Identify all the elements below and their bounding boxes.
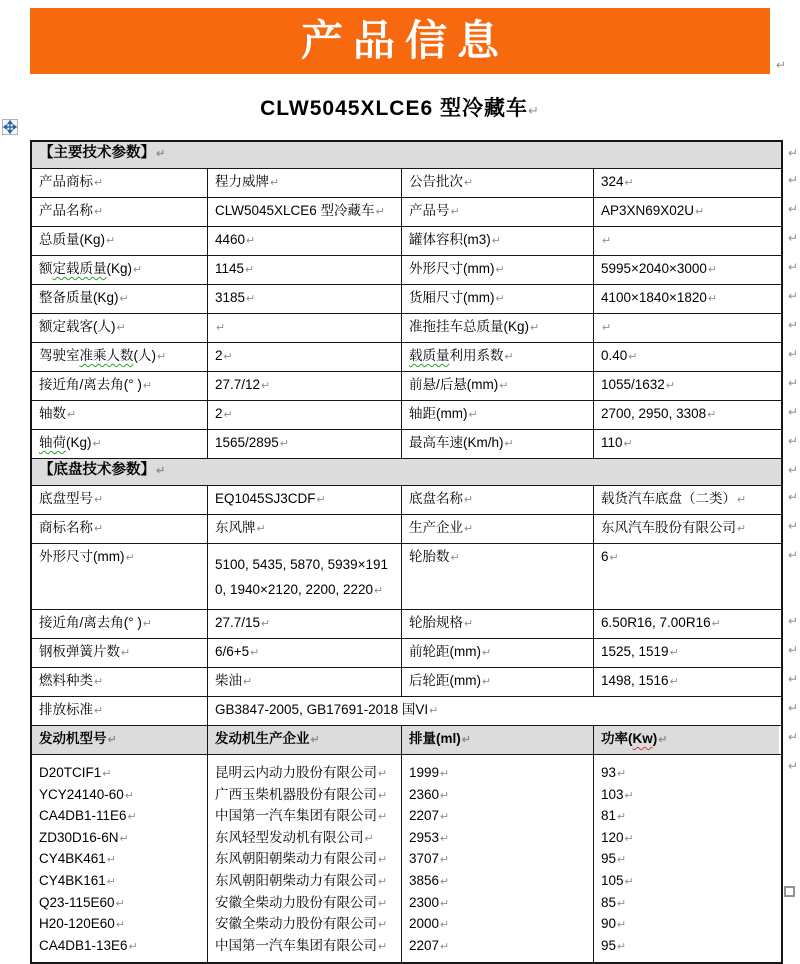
label-cell[interactable] [32, 668, 207, 696]
value-cell[interactable] [593, 285, 779, 313]
param-label: 外形尺寸(mm) ↵ [39, 549, 135, 564]
column-header-engine-manufacturer[interactable] [207, 726, 401, 754]
param-label: 后轮距(mm) ↵ [409, 673, 491, 688]
engine-power: 81 ↵ [601, 805, 773, 827]
value-cell[interactable] [207, 227, 401, 255]
param-label: 额定载客(人) ↵ [39, 319, 126, 334]
engine-manufacturer: 昆明云内动力股份有限公司 ↵ [215, 762, 395, 784]
column-header-label: 功率(Kw) ↵ [601, 731, 667, 746]
param-label: 最高车速(Km/h) ↵ [409, 435, 514, 450]
param-label: 驾驶室准乘人数(人) ↵ [39, 348, 166, 363]
param-value: 5100, 5435, 5870, 5939×1910, 1940×2120, 2200, 2220 ↵ [215, 557, 388, 597]
banner-title: 产品信息 [300, 17, 509, 64]
label-cell[interactable] [401, 668, 593, 696]
engine-displacement: 3856 ↵ [409, 870, 587, 892]
engine-manufacturer: 东风朝阳朝柴动力有限公司 ↵ [215, 848, 395, 870]
param-value: 东风牌 ↵ [215, 520, 266, 535]
value-cell[interactable] [593, 314, 779, 342]
table-row [32, 168, 781, 197]
param-label: 轮胎规格 ↵ [409, 615, 473, 630]
param-label: 罐体容积(m3) ↵ [409, 232, 501, 247]
label-cell[interactable] [32, 227, 207, 255]
param-value: CLW5045XLCE6 型冷藏车 ↵ [215, 203, 385, 218]
param-value: EQ1045SJ3CDF ↵ [215, 491, 326, 506]
param-label: 前轮距(mm) ↵ [409, 644, 491, 659]
table-row [32, 400, 781, 429]
value-cell[interactable] [207, 401, 401, 429]
param-value: 3185 ↵ [215, 290, 255, 305]
engine-displacement-column[interactable] [401, 755, 593, 962]
value-cell[interactable] [593, 372, 779, 400]
param-value: 27.7/12 ↵ [215, 377, 270, 392]
param-value: 2 ↵ [215, 348, 233, 363]
value-cell[interactable] [593, 169, 779, 197]
param-label: 轴距(mm) ↵ [409, 406, 478, 421]
param-label: 产品名称 ↵ [39, 203, 103, 218]
value-cell[interactable] [207, 430, 401, 458]
param-value: 载货汽车底盘（二类） ↵ [601, 491, 746, 506]
param-value: 1145 ↵ [215, 261, 254, 276]
paragraph-mark [528, 103, 540, 118]
engine-displacement: 2360 ↵ [409, 784, 587, 806]
value-cell[interactable] [207, 544, 401, 609]
engine-model: Q23-115E60 ↵ [39, 892, 201, 914]
label-cell[interactable] [401, 227, 593, 255]
engine-displacement: 2953 ↵ [409, 827, 587, 849]
label-cell[interactable] [401, 314, 593, 342]
engine-power: 103 ↵ [601, 784, 773, 806]
section-title-cell[interactable] [32, 142, 781, 168]
table-row-emission-standard [32, 696, 781, 725]
move-arrows-icon [4, 121, 16, 133]
param-label: 载质量利用系数 ↵ [409, 348, 514, 363]
table-row [32, 255, 781, 284]
param-label: 额定载质量(Kg) ↵ [39, 261, 142, 276]
value-cell[interactable] [207, 697, 781, 725]
engine-model: CA4DB1-13E6 ↵ [39, 935, 201, 957]
label-cell[interactable] [32, 372, 207, 400]
param-label: 轴荷(Kg) ↵ [39, 435, 102, 450]
engine-table-body [32, 754, 781, 962]
label-cell[interactable] [32, 544, 207, 609]
value-cell[interactable] [207, 314, 401, 342]
value-cell[interactable] [593, 668, 779, 696]
engine-power: 93 ↵ [601, 762, 773, 784]
engine-model: H20-120E60 ↵ [39, 913, 201, 935]
product-info-banner [30, 8, 770, 74]
param-value: 4100×1840×1820 ↵ [601, 290, 717, 305]
param-value: 4460 ↵ [215, 232, 255, 247]
engine-displacement: 2207 ↵ [409, 805, 587, 827]
table-row [32, 543, 781, 609]
param-label: 准拖挂车总质量(Kg) ↵ [409, 319, 539, 334]
param-value: 柴油 ↵ [215, 673, 252, 688]
param-label: 产品号 ↵ [409, 203, 460, 218]
param-value: 东风汽车股份有限公司 ↵ [601, 520, 746, 535]
table-row [32, 667, 781, 696]
engine-model: D20TCIF1 ↵ [39, 762, 201, 784]
param-value: 0.40 ↵ [601, 348, 638, 363]
label-cell[interactable] [401, 372, 593, 400]
param-label: 底盘名称 ↵ [409, 491, 473, 506]
param-label: 公告批次 ↵ [409, 174, 473, 189]
param-label: 轮胎数 ↵ [409, 549, 460, 564]
table-move-handle[interactable] [2, 119, 18, 135]
label-cell[interactable] [401, 198, 593, 226]
param-value: 110 ↵ [601, 435, 633, 450]
label-cell[interactable] [401, 256, 593, 284]
column-header-label: 发动机生产企业 ↵ [215, 731, 320, 746]
label-cell[interactable] [401, 610, 593, 638]
label-cell[interactable] [32, 285, 207, 313]
column-header-power[interactable] [593, 726, 779, 754]
spellcheck-squiggle: 准乘人数 [79, 348, 134, 363]
param-value: 1525, 1519 ↵ [601, 644, 679, 659]
value-cell[interactable] [207, 256, 401, 284]
param-label: 底盘型号 ↵ [39, 491, 103, 506]
param-value: 6 ↵ [601, 549, 619, 564]
engine-model: ZD30D16-6N ↵ [39, 827, 201, 849]
table-row [32, 342, 781, 371]
param-value: 1565/2895 ↵ [215, 435, 289, 450]
param-label: 接近角/离去角(° ) ↵ [39, 615, 152, 630]
engine-manufacturer: 广西玉柴机器股份有限公司 ↵ [215, 784, 395, 806]
engine-manufacturer: 东风朝阳朝柴动力有限公司 ↵ [215, 870, 395, 892]
engine-manufacturer: 中国第一汽车集团有限公司 ↵ [215, 935, 395, 957]
engine-manufacturer: 中国第一汽车集团有限公司 ↵ [215, 805, 395, 827]
label-cell[interactable] [32, 486, 207, 514]
value-cell[interactable] [207, 668, 401, 696]
engine-power: 120 ↵ [601, 827, 773, 849]
label-cell[interactable] [401, 515, 593, 543]
engine-model: CY4BK161 ↵ [39, 870, 201, 892]
value-cell[interactable] [593, 430, 779, 458]
engine-table-header [32, 725, 781, 754]
engine-power: 105 ↵ [601, 870, 773, 892]
section-title: 【主要技术参数】 ↵ [39, 145, 165, 161]
column-header-label: 排量(ml) ↵ [409, 731, 471, 746]
table-row [32, 485, 781, 514]
value-cell[interactable] [593, 515, 779, 543]
param-value: 1498, 1516 ↵ [601, 673, 679, 688]
spellcheck-squiggle-red: Kw [632, 731, 653, 746]
param-value: 1055/1632 ↵ [601, 377, 675, 392]
param-label: 前悬/后悬(mm) ↵ [409, 377, 508, 392]
label-cell[interactable] [32, 430, 207, 458]
table-row [32, 313, 781, 342]
value-cell[interactable] [207, 169, 401, 197]
label-cell[interactable] [401, 343, 593, 371]
value-cell[interactable] [593, 256, 779, 284]
spellcheck-squiggle: 定载质量 [52, 261, 107, 276]
param-label: 排放标准 ↵ [39, 702, 103, 717]
engine-power: 95 ↵ [601, 935, 773, 957]
label-cell[interactable] [401, 430, 593, 458]
label-cell[interactable] [32, 314, 207, 342]
param-value [215, 319, 225, 334]
engine-displacement: 2207 ↵ [409, 935, 587, 957]
table-row [32, 197, 781, 226]
param-label: 货厢尺寸(mm) ↵ [409, 290, 505, 305]
engine-model: CA4DB1-11E6 ↵ [39, 805, 201, 827]
label-cell[interactable] [401, 401, 593, 429]
param-value [601, 232, 611, 247]
table-resize-handle[interactable] [784, 886, 795, 897]
param-label: 钢板弹簧片数 ↵ [39, 644, 130, 659]
param-label: 外形尺寸(mm) ↵ [409, 261, 505, 276]
engine-power: 90 ↵ [601, 913, 773, 935]
param-value: AP3XN69X02U ↵ [601, 203, 704, 218]
value-cell[interactable] [207, 285, 401, 313]
engine-displacement: 3707 ↵ [409, 848, 587, 870]
label-cell[interactable] [401, 486, 593, 514]
param-value: 324 ↵ [601, 174, 634, 189]
section-title-cell[interactable] [32, 459, 781, 485]
section-title: 【底盘技术参数】 ↵ [39, 462, 165, 478]
table-row [32, 284, 781, 313]
value-cell[interactable] [207, 372, 401, 400]
table-row [32, 226, 781, 255]
label-cell[interactable] [32, 343, 207, 371]
label-cell[interactable] [32, 610, 207, 638]
value-cell[interactable] [207, 343, 401, 371]
table-row [32, 514, 781, 543]
label-cell[interactable] [32, 401, 207, 429]
value-cell[interactable] [593, 198, 779, 226]
value-cell[interactable] [593, 610, 779, 638]
param-value: GB3847-2005, GB17691-2018 国VI ↵ [215, 702, 438, 717]
value-cell[interactable] [207, 486, 401, 514]
engine-displacement: 1999 ↵ [409, 762, 587, 784]
spellcheck-squiggle: 载质量 [409, 348, 450, 363]
engine-manufacturer: 东风轻型发动机有限公司 ↵ [215, 827, 395, 849]
value-cell[interactable] [593, 343, 779, 371]
param-label: 燃料种类 ↵ [39, 673, 103, 688]
engine-manufacturer: 安徽全柴动力股份有限公司 ↵ [215, 913, 395, 935]
label-cell[interactable] [32, 697, 207, 725]
param-value: 5995×2040×3000 ↵ [601, 261, 717, 276]
column-header-label: 发动机型号 ↵ [39, 731, 117, 746]
value-cell[interactable] [207, 515, 401, 543]
value-cell[interactable] [593, 639, 779, 667]
table-row [32, 371, 781, 400]
param-label: 生产企业 ↵ [409, 520, 473, 535]
section-header-chassis-params [32, 458, 781, 485]
spec-table [30, 140, 783, 964]
value-cell[interactable] [207, 610, 401, 638]
paragraph-mark [776, 58, 786, 72]
param-value: 6/6+5 ↵ [215, 644, 259, 659]
label-cell[interactable] [401, 639, 593, 667]
banner-background [30, 8, 770, 74]
label-cell[interactable] [32, 639, 207, 667]
engine-model-column[interactable] [32, 755, 207, 962]
value-cell[interactable] [593, 401, 779, 429]
param-value: 程力威牌 ↵ [215, 174, 279, 189]
param-label: 接近角/离去角(° ) ↵ [39, 377, 152, 392]
engine-manufacturer-column[interactable] [207, 755, 401, 962]
param-label: 总质量(Kg) ↵ [39, 232, 115, 247]
engine-manufacturer: 安徽全柴动力股份有限公司 ↵ [215, 892, 395, 914]
param-label: 整备质量(Kg) ↵ [39, 290, 129, 305]
value-cell[interactable] [207, 639, 401, 667]
engine-displacement: 2000 ↵ [409, 913, 587, 935]
engine-model: CY4BK461 ↵ [39, 848, 201, 870]
param-label: 产品商标 ↵ [39, 174, 103, 189]
document-title-text: CLW5045XLCE6 型冷藏车 [260, 97, 528, 120]
table-row [32, 638, 781, 667]
label-cell[interactable] [401, 544, 593, 609]
column-header-displacement[interactable] [401, 726, 593, 754]
value-cell[interactable] [593, 486, 779, 514]
param-value: 2700, 2950, 3308 ↵ [601, 406, 716, 421]
label-cell[interactable] [401, 285, 593, 313]
param-value: 2 ↵ [215, 406, 233, 421]
param-value [601, 319, 611, 334]
label-cell[interactable] [401, 169, 593, 197]
table-row [32, 429, 781, 458]
label-cell[interactable] [32, 256, 207, 284]
value-cell[interactable] [593, 544, 779, 609]
param-label: 商标名称 ↵ [39, 520, 103, 535]
param-value: 27.7/15 ↵ [215, 615, 270, 630]
engine-model: YCY24140-60 ↵ [39, 784, 201, 806]
value-cell[interactable] [207, 198, 401, 226]
engine-power: 95 ↵ [601, 848, 773, 870]
label-cell[interactable] [32, 169, 207, 197]
column-header-engine-model[interactable] [32, 726, 207, 754]
value-cell[interactable] [593, 227, 779, 255]
document-title [0, 92, 800, 122]
label-cell[interactable] [32, 515, 207, 543]
engine-displacement: 2300 ↵ [409, 892, 587, 914]
spellcheck-squiggle: 轴荷 [39, 435, 66, 450]
label-cell[interactable] [32, 198, 207, 226]
engine-power: 85 ↵ [601, 892, 773, 914]
engine-power-column[interactable] [593, 755, 779, 962]
section-header-main-params [32, 142, 781, 168]
param-value: 6.50R16, 7.00R16 ↵ [601, 615, 721, 630]
param-label: 轴数 ↵ [39, 406, 76, 421]
table-row [32, 609, 781, 638]
